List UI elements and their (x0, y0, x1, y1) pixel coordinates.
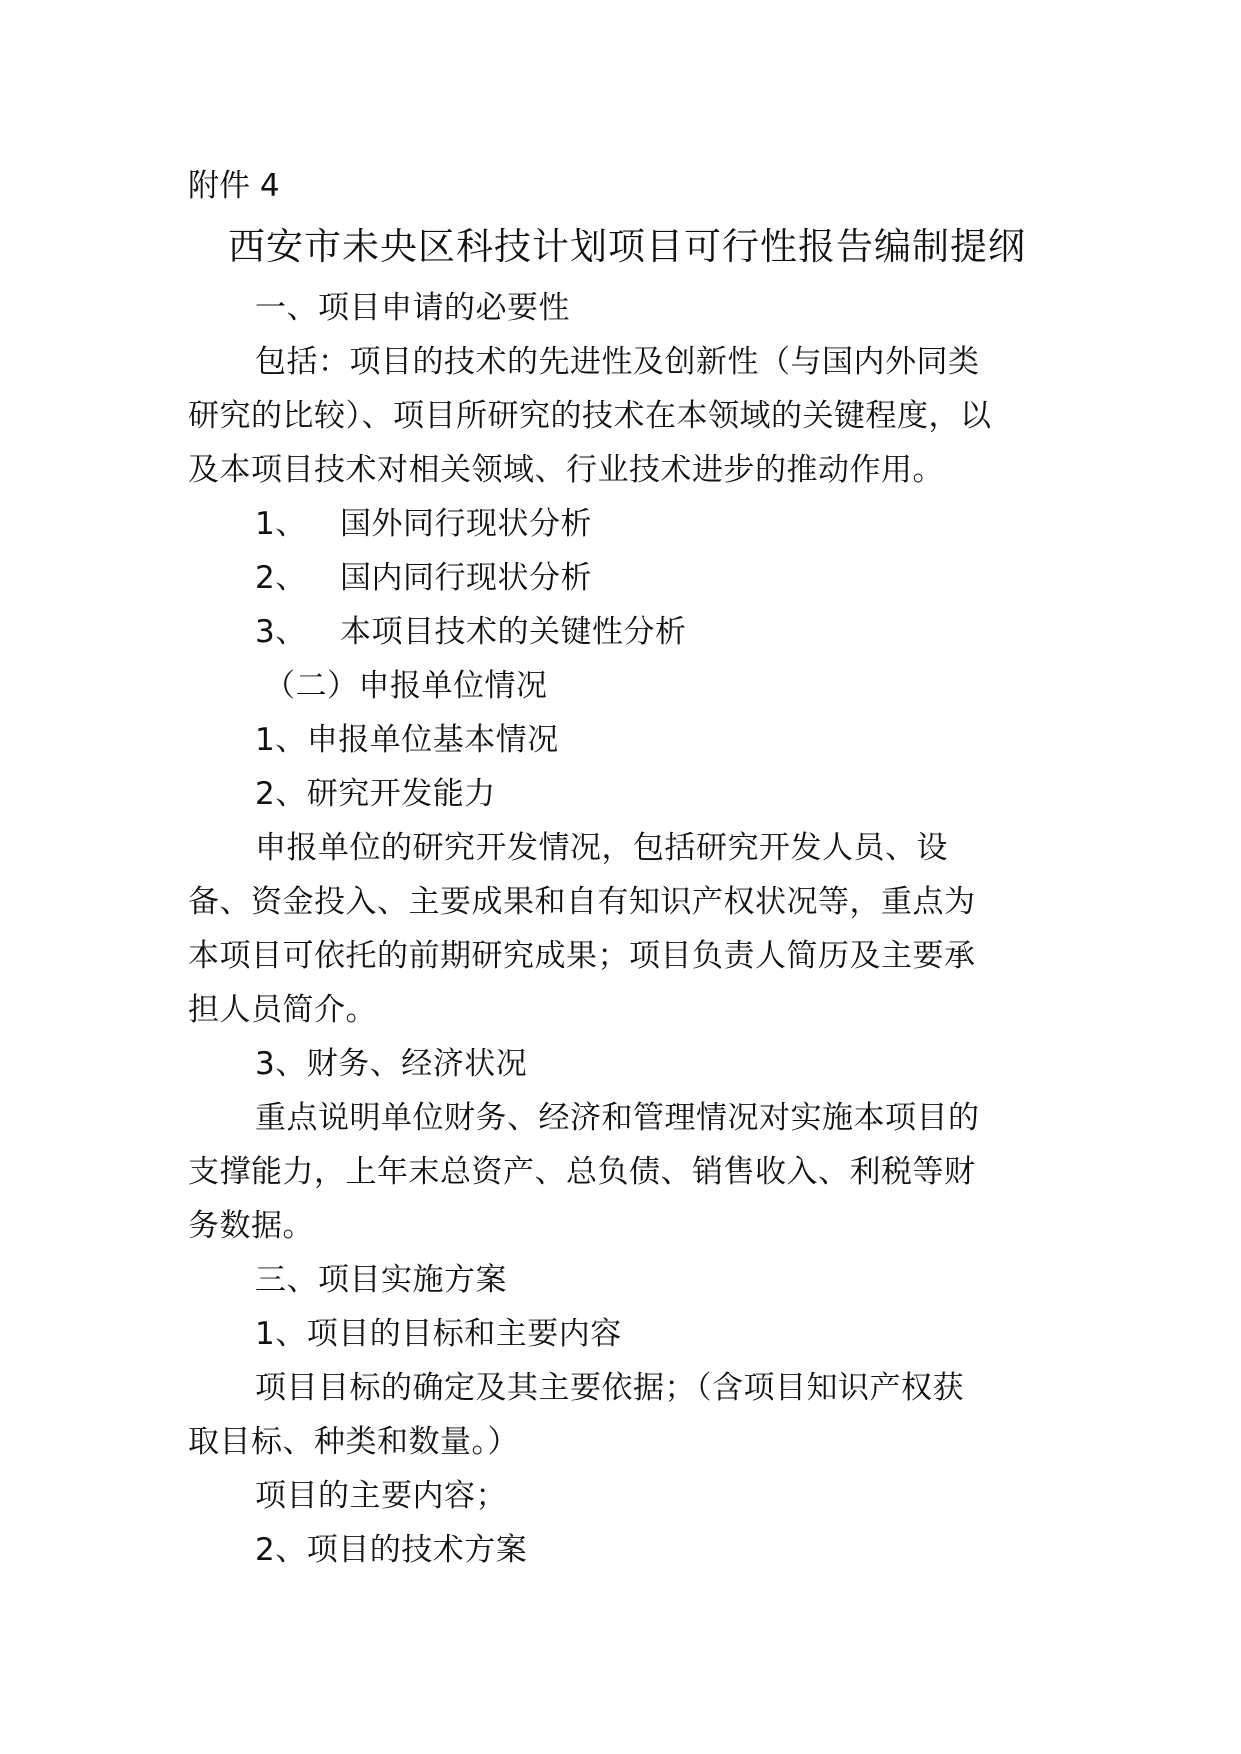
list-item-text: 本项目技术的关键性分析 (340, 614, 687, 650)
paragraph-line: 项目的主要内容； (255, 1478, 507, 1514)
section2-heading: （二）申报单位情况 (264, 668, 548, 704)
document-content (188, 159, 1038, 1577)
list-item (188, 551, 1038, 605)
section1-paragraph-line: 及本项目技术对相关领域、行业技术进步的推动作用。 (188, 452, 944, 488)
subheading: 2、项目的技术方案 (255, 1532, 528, 1568)
section1-heading: 一、项目申请的必要性 (255, 290, 570, 326)
paragraph-line: 重点说明单位财务、经济和管理情况对实施本项目的 (255, 1100, 980, 1136)
list-item-text: 国外同行现状分析 (340, 506, 592, 542)
subheading: 3、财务、经济状况 (255, 1046, 528, 1082)
paragraph-line: 本项目可依托的前期研究成果；项目负责人简历及主要承 (188, 938, 976, 974)
paragraph-line: 务数据。 (188, 1208, 314, 1244)
subheading: 1、项目的目标和主要内容 (255, 1316, 622, 1352)
list-item (188, 605, 1038, 659)
attachment-label: 附件 4 (188, 168, 280, 204)
subheading: 2、研究开发能力 (255, 776, 496, 812)
list-item-number: 2、 (255, 560, 307, 596)
section1-paragraph-line: 包括：项目的技术的先进性及创新性（与国内外同类 (255, 344, 980, 380)
list-item (188, 497, 1038, 551)
paragraph-line: 申报单位的研究开发情况，包括研究开发人员、设 (255, 830, 948, 866)
paragraph-line: 担人员简介。 (188, 992, 377, 1028)
paragraph-line: 支撑能力，上年末总资产、总负债、销售收入、利税等财 (188, 1154, 976, 1190)
section1-paragraph-line: 研究的比较）、项目所研究的技术在本领域的关键程度，以 (188, 398, 992, 434)
paragraph-line: 项目目标的确定及其主要依据；（含项目知识产权获 (255, 1370, 964, 1406)
list-item-text: 国内同行现状分析 (340, 560, 592, 596)
section3-heading: 三、项目实施方案 (255, 1262, 507, 1298)
list-item-number: 1、 (255, 506, 307, 542)
paragraph-line: 备、资金投入、主要成果和自有知识产权状况等，重点为 (188, 884, 976, 920)
subheading: 1、申报单位基本情况 (255, 722, 559, 758)
list-item-number: 3、 (255, 614, 307, 650)
paragraph-line: 取目标、种类和数量。） (188, 1424, 519, 1460)
document-title: 西安市未央区科技计划项目可行性报告编制提纲 (228, 225, 1026, 268)
